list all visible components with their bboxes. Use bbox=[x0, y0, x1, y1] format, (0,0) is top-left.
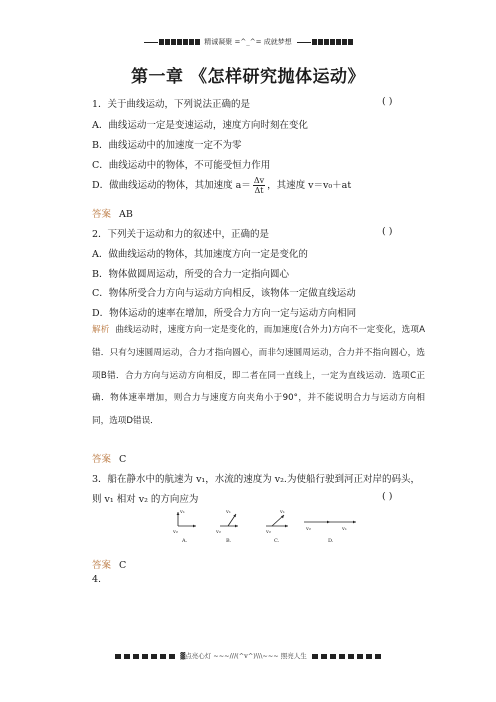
page-footer bbox=[95, 650, 401, 662]
q1-d-num: Δv bbox=[253, 176, 265, 185]
option-b-v1: v₁ bbox=[226, 509, 231, 515]
option-b-figure bbox=[215, 509, 238, 544]
option-c-v2: v₂ bbox=[266, 529, 271, 535]
header-blocks-right bbox=[312, 39, 353, 45]
q1-option-a: A．曲线运动一定是变速运动，速度方向时刻在变化 bbox=[92, 120, 308, 131]
header-dash bbox=[297, 42, 311, 43]
q1-option-b: B．曲线运动中的加速度一定不为零 bbox=[92, 140, 242, 151]
header-dash bbox=[144, 42, 158, 43]
q4-stem: 4. bbox=[92, 574, 102, 585]
q3-line2: 则 v₁ 相对 v₂ 的方向应为 bbox=[92, 494, 199, 505]
option-d-v1: v₁ bbox=[342, 526, 347, 532]
option-d-label: D. bbox=[328, 538, 334, 544]
q2-option-c: C．物体所受合力方向与运动方向相反，该物体一定做直线运动 bbox=[92, 288, 356, 299]
footer-text: ▓点亮心灯 ~~~///(^v^)\\\~~~ 照亮人生 bbox=[180, 652, 307, 660]
option-c-label: C. bbox=[274, 538, 280, 544]
page-header bbox=[120, 36, 376, 48]
q3-answer-value: C bbox=[119, 560, 127, 571]
q3-answer-label: 答案 bbox=[92, 560, 112, 571]
q2-analysis-text: 曲线运动时，速度方向一定是变化的，而加速度(合外力)方向不一定变化，选项A错．只有匀速圆周运动，合力才指向圆心，而非匀速圆周运动，合力并不指向圆心，选项B错．合力方向与运动方向相反，即二者在同一直线上，一定为直线运动．选项C正确．物体速率增加，则合力与速度方向夹角小于90°，并不能说明合力与运动方向相同，选项D错误． bbox=[92, 325, 425, 427]
q1-d-fraction bbox=[253, 176, 265, 195]
q1-d-den: Δt bbox=[254, 186, 264, 195]
q1-option-c: C．曲线运动中的物体，不可能受恒力作用 bbox=[92, 160, 271, 171]
q1-d-post: ，其速度 v＝v₀＋at bbox=[267, 180, 352, 191]
option-c-v1: v₁ bbox=[280, 509, 285, 515]
footer-blocks-left bbox=[115, 654, 175, 659]
option-a-label: A. bbox=[182, 538, 188, 544]
q1-answer-label: 答案 bbox=[92, 209, 112, 220]
q3-answer bbox=[92, 557, 126, 571]
q1-stem: 1．关于曲线运动，下列说法正确的是 bbox=[92, 99, 251, 110]
q2-paren: ( ) bbox=[382, 226, 393, 237]
option-b-v2: v₂ bbox=[216, 529, 221, 535]
q3-line1: 3．船在静水中的航速为 v₁，水流的速度为 v₂.为使船行驶到河正对岸的码头， bbox=[92, 474, 420, 485]
option-c-figure bbox=[265, 509, 288, 544]
q1-d-pre: D．做曲线运动的物体，其加速度 a＝ bbox=[92, 180, 251, 191]
q2-answer bbox=[92, 451, 126, 465]
option-d-figure bbox=[304, 521, 356, 544]
footer-blocks-right bbox=[312, 654, 381, 659]
q3-paren: ( ) bbox=[382, 491, 393, 502]
q2-answer-label: 答案 bbox=[92, 454, 112, 465]
option-a-v2: v₂ bbox=[173, 529, 178, 535]
q2-option-d: D．物体运动的速率在增加，所受合力方向一定与运动方向相同 bbox=[92, 308, 357, 319]
q2-analysis bbox=[92, 319, 425, 433]
header-blocks-left bbox=[159, 39, 200, 45]
velocity-direction-diagram bbox=[170, 506, 360, 548]
header-text: 精诚凝聚 =^_^= 成就梦想 bbox=[204, 38, 292, 46]
q1-answer-value: AB bbox=[119, 209, 133, 220]
q2-answer-value: C bbox=[119, 454, 127, 465]
option-a-v1: v₁ bbox=[180, 509, 185, 515]
q1-answer bbox=[92, 206, 133, 220]
q2-stem: 2．下列关于运动和力的叙述中，正确的是 bbox=[92, 229, 270, 240]
q2-option-b: B．物体做圆周运动，所受的合力一定指向圆心 bbox=[92, 269, 289, 280]
chapter-title: 第一章 《怎样研究抛体运动》 bbox=[131, 67, 365, 87]
q1-paren: ( ) bbox=[382, 96, 393, 107]
option-b-label: B. bbox=[226, 538, 232, 544]
q1-option-d bbox=[92, 176, 351, 195]
q2-analysis-label: 解析 bbox=[92, 325, 110, 335]
option-a-figure bbox=[172, 509, 196, 544]
option-d-v2: v₂ bbox=[306, 526, 311, 532]
q2-option-a: A．做曲线运动的物体，其加速度方向一定是变化的 bbox=[92, 249, 308, 260]
